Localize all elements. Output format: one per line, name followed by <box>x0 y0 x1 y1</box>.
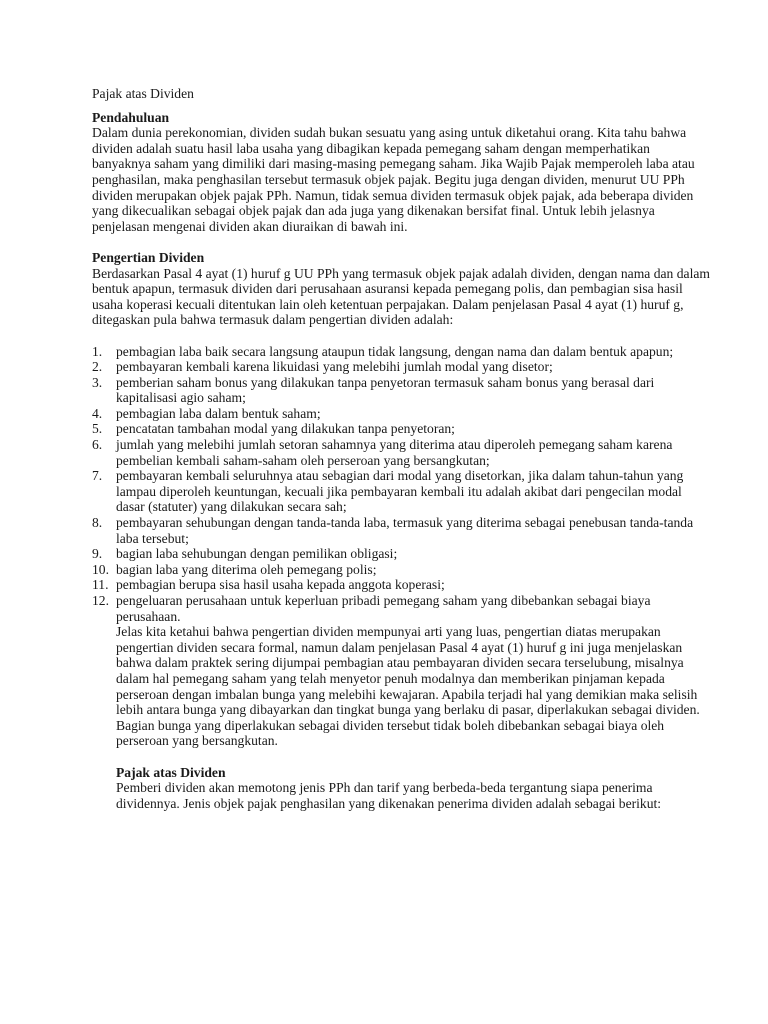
list-item-text: pemberian saham bonus yang dilakukan tanpa penyetoran termasuk saham bonus yang berasal dari kapitalisasi agio saham; <box>116 374 655 406</box>
list-item-text: pembayaran kembali karena likuidasi yang melebihi jumlah modal yang disetor; <box>116 359 553 375</box>
paragraph-pendahuluan: Dalam dunia perekonomian, dividen sudah bukan sesuatu yang asing untuk diketahui orang. Kita tahu bahwa dividen adalah suatu hasil laba usaha yang dibagikan kepada pemegang saham dengan memperhatikan banyaknya saham yang dimiliki dari masing-masing pemegang saham. Jika Wajib Pajak memperoleh laba atau penghasilan, maka penghasilan tersebut termasuk objek pajak. Begitu juga dengan dividen, menurut UU PPh dividen merupakan objek pajak PPh. Namun, tidak semua dividen termasuk objek pajak, ada beberapa dividen yang dikecualikan sebagai objek pajak dan ada juga yang dikenakan bersifat final. Untuk lebih jelasnya penjelasan mengenai dividen akan diuraikan di bawah ini. <box>92 125 695 234</box>
list-item-number: 3. <box>92 374 103 390</box>
list-item <box>92 468 712 515</box>
list-item-text: pembayaran kembali seluruhnya atau sebagian dari modal yang disetorkan, jika dalam tahun-tahun yang lampau diperoleh keuntungan, kecuali jika pembayaran kembali itu adalah akibat dari pengecilan modal dasar (statuter) yang dilakukan secara sah; <box>116 468 684 515</box>
list-item <box>92 577 712 593</box>
list-item <box>92 344 712 360</box>
section-pajak-atas-dividen <box>92 765 712 812</box>
list-item-text: pembagian berupa sisa hasil usaha kepada anggota koperasi; <box>116 577 445 593</box>
paragraph-pengertian-dividen: Berdasarkan Pasal 4 ayat (1) huruf g UU PPh yang termasuk objek pajak adalah dividen, dengan nama dan dalam bentuk apapun, termasuk dividen dari perusahaan asuransi kepada pemegang polis, dan pembagian sisa hasil usaha koperasi kecuali ditentukan lain oleh ketentuan perpajakan. Dalam penjelasan Pasal 4 ayat (1) huruf g, ditegaskan pula bahwa termasuk dalam pengertian dividen adalah: <box>92 265 710 328</box>
heading-pengertian-dividen: Pengertian Dividen <box>92 249 205 265</box>
list-item-text: pembagian laba baik secara langsung ataupun tidak langsung, dengan nama dan dalam bentuk apapun; <box>116 343 674 359</box>
list-item <box>92 406 712 422</box>
section-pendahuluan <box>92 110 712 235</box>
list-item-text: bagian laba sehubungan dengan pemilikan obligasi; <box>116 546 398 562</box>
list-item-number: 11. <box>92 577 109 593</box>
list-item-number: 10. <box>92 561 109 577</box>
list-item-text: pembagian laba dalam bentuk saham; <box>116 405 321 421</box>
list-item-number: 1. <box>92 343 103 359</box>
list-item-number: 9. <box>92 546 103 562</box>
dividend-definition-list <box>92 344 712 625</box>
heading-pendahuluan: Pendahuluan <box>92 109 170 125</box>
list-item-text: pembayaran sehubungan dengan tanda-tanda laba, termasuk yang diterima sebagai penebusan tanda-tanda laba tersebut; <box>116 515 694 546</box>
list-item-number: 12. <box>92 593 109 608</box>
paragraph-hidden-dividend-explanation: Jelas kita ketahui bahwa pengertian dividen mempunyai arti yang luas, pengertian diatas merupakan pengertian dividen secara formal, namun dalam penjelasan Pasal 4 ayat (1) huruf g ini juga menjelaskan bahwa dalam praktek sering dijumpai pembagian atau pembayaran dividen secara terselubung, misalnya dalam hal pemegang saham yang telah menyetor penuh modalnya dan memberikan pinjaman kepada perseroan dengan imbalan bunga yang melebihi kewajaran. Apabila terjadi hal yang demikian maka selisih lebih antara bunga yang dibayarkan dan tingkat bunga yang berlaku di pasar, diperlakukan sebagai dividen. Bagian bunga yang diperlakukan sebagai dividen tersebut tidak boleh dibebankan sebagai biaya oleh perseroan yang bersangkutan. <box>116 624 700 749</box>
list-item-text: pencatatan tambahan modal yang dilakukan tanpa penyetoran; <box>116 421 455 437</box>
list-item-text: bagian laba yang diterima oleh pemegang polis; <box>116 561 377 577</box>
list-item-number: 6. <box>92 437 103 453</box>
list-item <box>92 546 712 562</box>
list-item-number: 4. <box>92 405 103 421</box>
list-item-number: 2. <box>92 359 103 375</box>
list-item-text: pengeluaran perusahaan untuk keperluan pribadi pemegang saham yang dibebankan sebagai biaya perusahaan. <box>116 593 651 624</box>
list-item-number: 7. <box>92 468 103 484</box>
list-item-number: 8. <box>92 515 103 531</box>
list-item <box>92 375 712 406</box>
list-item-text: jumlah yang melebihi jumlah setoran sahamnya yang diterima atau diperoleh pemegang saham karena pembelian kembali saham-saham oleh perseroan yang bersangkutan; <box>116 437 673 468</box>
document-page <box>92 86 712 811</box>
list-item <box>92 593 712 624</box>
heading-pajak-atas-dividen: Pajak atas Dividen <box>116 764 226 780</box>
list-item <box>92 515 712 546</box>
list-item <box>92 437 712 468</box>
list-item <box>92 421 712 437</box>
section-pengertian-dividen <box>92 250 712 749</box>
list-item-number: 5. <box>92 421 103 437</box>
document-title: Pajak atas Dividen <box>92 86 194 101</box>
paragraph-pajak-atas-dividen: Pemberi dividen akan memotong jenis PPh dan tarif yang berbeda-beda tergantung siapa penerima dividennya. Jenis objek pajak penghasilan yang dikenakan penerima dividen adalah sebagai berikut: <box>116 780 662 811</box>
list-item <box>92 359 712 375</box>
list-item <box>92 562 712 578</box>
